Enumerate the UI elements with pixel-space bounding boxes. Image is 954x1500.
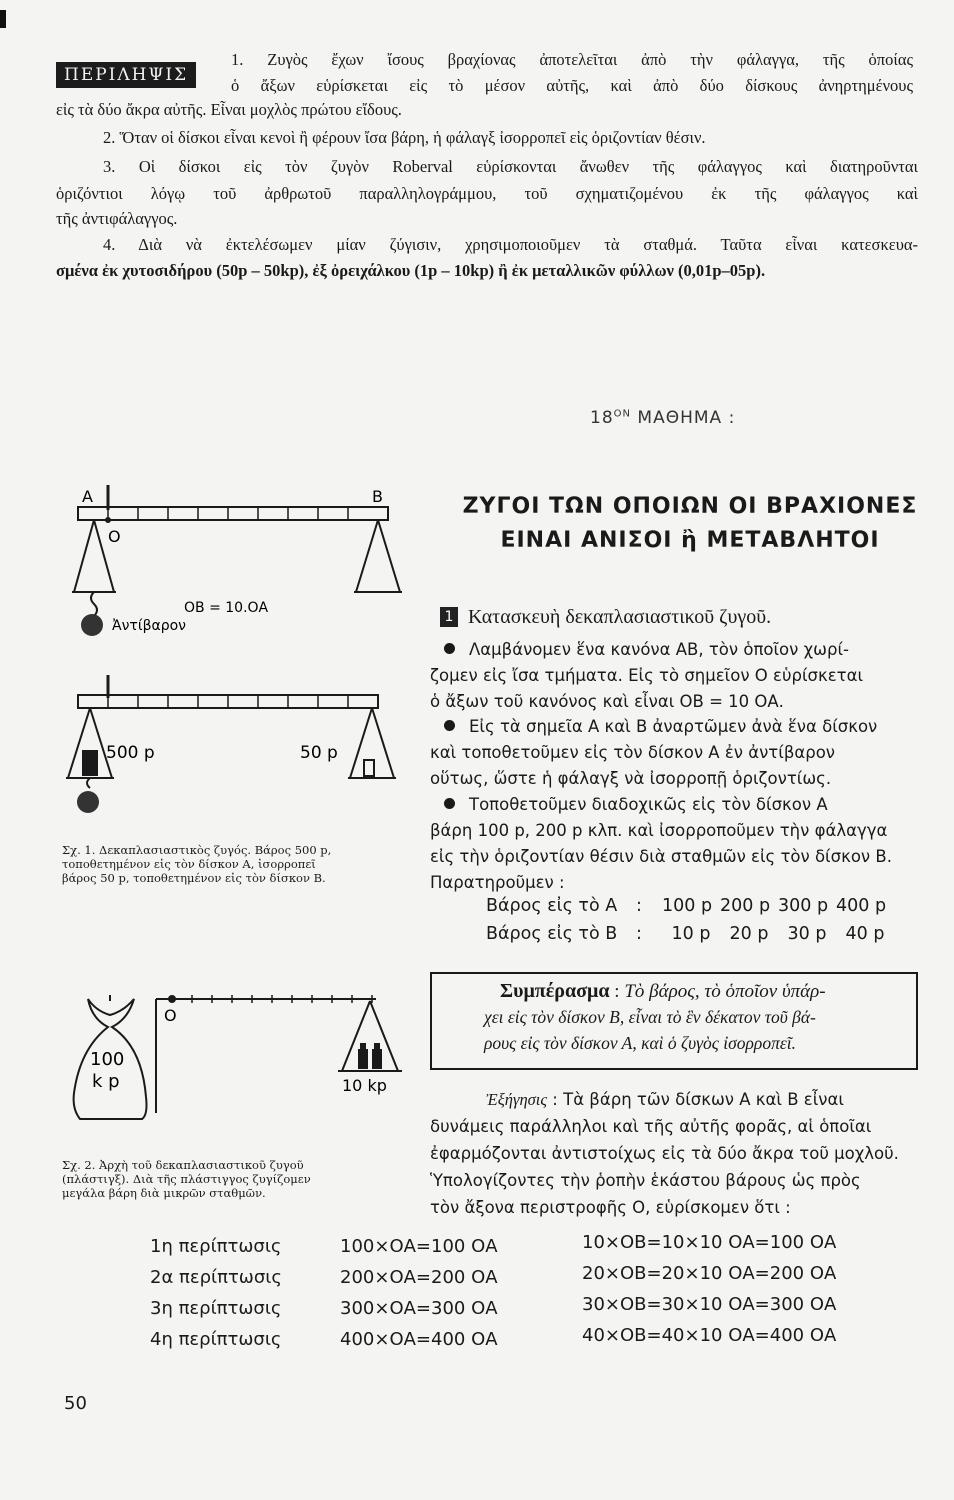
beam-bottom-ticks xyxy=(108,695,348,708)
pivot-o xyxy=(105,517,111,523)
case-right: 10×ΟΒ=10×10 ΟΑ=100 ΟΑ xyxy=(582,1232,837,1253)
w50-label: 50 p xyxy=(300,743,338,763)
b1-line2: ζομεν εἰς ἴσα τμήματα. Εἰς τὸ σημεῖον Ο εὑρίσκεται xyxy=(430,666,864,685)
beam-top xyxy=(78,507,388,520)
summary-p3-line1: 3. Οἱ δίσκοι εἰς τὸν ζυγὸν Roberval εὑρίσκονται ἄνωθεν τῆς φάλαγγος καὶ διατηροῦνται xyxy=(103,157,918,176)
explanation-line2: δυνάμεις παράλληλοι καὶ τῆς αὐτῆς φορᾶς, αἱ ὁποῖαι xyxy=(430,1117,872,1136)
weight-b-2: 20 p xyxy=(729,924,769,944)
figure-1-caption xyxy=(62,843,412,885)
explanation-line1: Τὰ βάρη τῶν δίσκων Α καὶ Β εἶναι xyxy=(563,1090,844,1109)
lever-pivot xyxy=(168,995,176,1003)
bullet-para-1 xyxy=(430,637,920,715)
section-heading xyxy=(440,606,771,629)
figure-1-diagram xyxy=(60,480,420,840)
weight-a-2: 200 p xyxy=(720,896,771,916)
case-left: 100×ΟΑ=100 ΟΑ xyxy=(340,1236,498,1257)
explanation-para: Ἐξήγησις : Τὰ βάρη τῶν δίσκων Α καὶ Β εἶναι δυνάμεις παράλληλοι καὶ τῆς αὐτῆς φορᾶς, αἱ ὁποῖαι ἐφαρμόζονται ἀντιστοίχως εἰς τὰ δύο ἄκρα τοῦ μοχλοῦ. Ὑπολογίζοντες τὴν ῥοπὴν ἑκάστου βάρους ὡς πρὸς τὸν ἄξονα περιστροφῆς Ο, εὑρίσκομεν ὅτι : xyxy=(430,1086,920,1221)
summary-p4-line1: 4. Διὰ νὰ ἐκτελέσωμεν μίαν ζύγισιν, χρησιμοποιοῦμεν τὰ σταθμά. Ταῦτα εἶναι κατεσκευα- xyxy=(103,235,918,254)
label-a: Α xyxy=(82,487,93,506)
corner-mark xyxy=(0,10,6,28)
weight-10kp-label: 10 kp xyxy=(342,1076,387,1095)
lesson-suffix: ON xyxy=(613,408,631,420)
weight-b-3: 30 p xyxy=(787,924,827,944)
summary-p3-line2: ὁριζόντιοι λόγῳ τοῦ ἀρθρωτοῦ παραλληλογράμμου, τοῦ σχηματιζομένου ἐκ τῆς φάλαγγος καὶ xyxy=(56,184,918,203)
fig2-caption-line1: Σχ. 2. Ἀρχὴ τοῦ δεκαπλασιαστικοῦ ζυγοῦ xyxy=(62,1158,304,1172)
summary-p3-line3: τῆς ἀντιφάλαγγος. xyxy=(56,209,178,228)
bag-number: 100 xyxy=(90,1049,125,1070)
weight-500-block xyxy=(82,750,98,776)
explanation-line5: τὸν ἄξονα περιστροφῆς Ο, εὑρίσκομεν ὅτι : xyxy=(430,1198,791,1217)
b1-line1: Λαμβάνομεν ἕνα κανόνα ΑΒ, τὸν ὁποῖον χωρί- xyxy=(469,640,849,659)
fig1-caption-line2: τοποθετημένον εἰς τὸν δίσκον Α, ἰσορροπεῖ xyxy=(62,857,316,871)
weight-b-1: 10 p xyxy=(671,924,711,944)
fig1-caption-line3: βάρος 50 p, τοποθετημένον εἰς τὸν δίσκον Β. xyxy=(62,871,326,885)
explanation-label: Ἐξήγησις xyxy=(486,1090,548,1109)
conclusion-line2: χει εἰς τὸν δίσκον Β, εἶναι τὸ ἓν δέκατον τοῦ βά- xyxy=(484,1007,816,1027)
weights-b-label: Βάρος εἰς τὸ Β xyxy=(486,924,618,944)
case-label: 1η περίπτωσις xyxy=(150,1236,282,1257)
b3-line2: βάρη 100 p, 200 p κλπ. καὶ ἰσορροποῦμεν τὴν φάλαγγα xyxy=(430,821,888,840)
weights-table xyxy=(486,892,894,948)
weight-10kp-stack xyxy=(358,1043,382,1069)
case-label: 3η περίπτωσις xyxy=(150,1298,282,1319)
weights-row-b: Βάρος εἰς τὸ Β : 10 p 20 p 30 p 40 p xyxy=(486,920,894,948)
w500-label: 500 p xyxy=(106,743,155,763)
figure-2-diagram xyxy=(70,985,420,1155)
b1-line3: ὁ ἄξων τοῦ κανόνος καὶ εἶναι ΟΒ = 10 ΟΑ. xyxy=(430,692,784,711)
case-left: 400×ΟΑ=400 ΟΑ xyxy=(340,1329,498,1350)
figure-2-caption xyxy=(62,1158,412,1200)
weights-a-label: Βάρος εἰς τὸ Α xyxy=(486,896,618,916)
lesson-number: 18 xyxy=(590,408,614,428)
bag-unit: k p xyxy=(92,1071,120,1092)
section-number: 1 xyxy=(440,607,458,627)
bullet-icon xyxy=(444,798,455,809)
bullet-para-2 xyxy=(430,714,920,792)
weight-a-4: 400 p xyxy=(836,896,887,916)
conclusion-line1: Συμπέρασμα : Τὸ βάρος, τὸ ὁποῖον ὑπάρ- xyxy=(500,980,826,1002)
conclusion-label: Συμπέρασμα xyxy=(500,980,610,1002)
conclusion-line3: ρους εἰς τὸν δίσκον Α, καὶ ὁ ζυγὸς ἰσορροπεῖ. xyxy=(484,1033,796,1053)
counterweight-label: Ἀντίβαρον xyxy=(112,618,186,634)
b2-line1: Εἰς τὰ σημεῖα Α καὶ Β ἀναρτῶμεν ἀνὰ ἕνα δίσκον xyxy=(469,717,878,736)
explanation-line4: Ὑπολογίζοντες τὴν ῥοπὴν ἑκάστου βάρους ὡς πρὸς xyxy=(430,1171,861,1190)
weight-b-4: 40 p xyxy=(845,924,885,944)
page-number: 50 xyxy=(64,1393,87,1414)
weights-row-a: Βάρος εἰς τὸ Α : 100 p 200 p 300 p 400 p xyxy=(486,892,894,920)
summary-p1-line1: 1. Ζυγὸς ἔχων ἴσους βραχίονας ἀποτελεῖται ἀπὸ τὴν φάλαγγα, τῆς ὁποίας xyxy=(231,50,913,69)
case-label: 2α περίπτωσις xyxy=(150,1267,282,1288)
b2-line2: καὶ τοποθετοῦμεν εἰς τὸν δίσκον Α ἐν ἀντίβαρον xyxy=(430,743,836,762)
lesson-word: ΜΑΘΗΜΑ : xyxy=(637,408,736,428)
fig1-caption-line1: Σχ. 1. Δεκαπλασιαστικὸς ζυγός. Βάρος 500 p, xyxy=(62,843,332,857)
explanation-line3: ἐφαρμόζονται ἀντιστοίχως εἰς τὰ δύο ἄκρα τοῦ μοχλοῦ. xyxy=(430,1144,899,1163)
weight-50-block xyxy=(364,760,374,776)
page-title-line1: ΖΥΓΟΙ ΤΩΝ ΟΠΟΙΩΝ ΟΙ ΒΡΑΧΙΟΝΕΣ xyxy=(462,494,918,519)
observe-line: Παρατηροῦμεν : xyxy=(430,873,565,892)
case-label: 4η περίπτωσις xyxy=(150,1329,282,1350)
case-right: 20×ΟΒ=20×10 ΟΑ=200 ΟΑ xyxy=(582,1263,837,1284)
case-right: 30×ΟΒ=30×10 ΟΑ=300 ΟΑ xyxy=(582,1294,837,1315)
conclusion-text-1: Τὸ βάρος, τὸ ὁποῖον ὑπάρ- xyxy=(624,981,826,1002)
summary-badge: ΠΕΡΙΛΗΨΙΣ xyxy=(56,62,196,88)
bullet-icon xyxy=(444,720,455,731)
fig2-label-o: Ο xyxy=(164,1006,177,1025)
section-title: Κατασκευὴ δεκαπλασιαστικοῦ ζυγοῦ. xyxy=(468,606,772,628)
summary-p2: 2. Ὅταν οἱ δίσκοι εἶναι κενοὶ ἢ φέρουν ἴσα βάρη, ἡ φάλαγξ ἰσορροπεῖ εἰς ὁριζοντίαν θέσιν. xyxy=(103,128,706,147)
weight-a-1: 100 p xyxy=(662,896,713,916)
bullet-icon xyxy=(444,643,455,654)
pan-10kp xyxy=(338,1001,402,1071)
summary-p1-line3: εἰς τὰ δύο ἄκρα αὐτῆς. Εἶναι μοχλὸς πρώτου εἴδους. xyxy=(56,100,402,119)
weight-a-3: 300 p xyxy=(778,896,829,916)
b2-line3: οὕτως, ὥστε ἡ φάλαγξ νὰ ἰσορροπῇ ὁριζοντίως. xyxy=(430,769,832,788)
fig2-caption-line3: μεγάλα βάρη διὰ μικρῶν σταθμῶν. xyxy=(62,1186,266,1200)
summary-p1-line2: ὁ ἄξων εὑρίσκεται εἰς τὸ μέσον αὐτῆς, καὶ ἀπὸ δύο δίσκους ἀνηρτημένους xyxy=(231,76,913,95)
case-right: 40×ΟΒ=40×10 ΟΑ=400 ΟΑ xyxy=(582,1325,837,1346)
lesson-label xyxy=(590,408,735,428)
ratio-text: ΟΒ = 10.ΟΑ xyxy=(184,600,269,616)
page-title-line2: ΕΙΝΑΙ ΑΝΙΣΟΙ ἢ ΜΕΤΑΒΛΗΤΟΙ xyxy=(500,528,880,553)
pan-b xyxy=(354,520,402,592)
label-b: Β xyxy=(372,487,383,506)
fig2-caption-line2: (πλάστιγξ). Διὰ τῆς πλάστιγγος ζυγίζομεν xyxy=(62,1172,311,1186)
case-left: 200×ΟΑ=200 ΟΑ xyxy=(340,1267,498,1288)
b3-line3: εἰς τὴν ὁριζοντίαν θέσιν διὰ σταθμῶν εἰς τὸν δίσκον Β. xyxy=(430,847,892,866)
label-o: Ο xyxy=(108,527,121,546)
counterweight-ball-2 xyxy=(77,791,99,813)
bullet-para-3 xyxy=(430,792,920,896)
pan-b-2 xyxy=(348,708,396,778)
counterweight-ball xyxy=(81,614,103,636)
b3-line1: Τοποθετοῦμεν διαδοχικῶς εἰς τὸν δίσκον Α xyxy=(469,795,828,814)
case-left: 300×ΟΑ=300 ΟΑ xyxy=(340,1298,498,1319)
beam-top-ticks xyxy=(108,507,348,520)
summary-p4-line2: σμένα ἐκ χυτοσιδήρου (50p – 50kp), ἐξ ὀρειχάλκου (1p – 10kp) ἢ ἐκ μεταλλικῶν φύλλων (0,01p–05p). xyxy=(56,261,766,280)
